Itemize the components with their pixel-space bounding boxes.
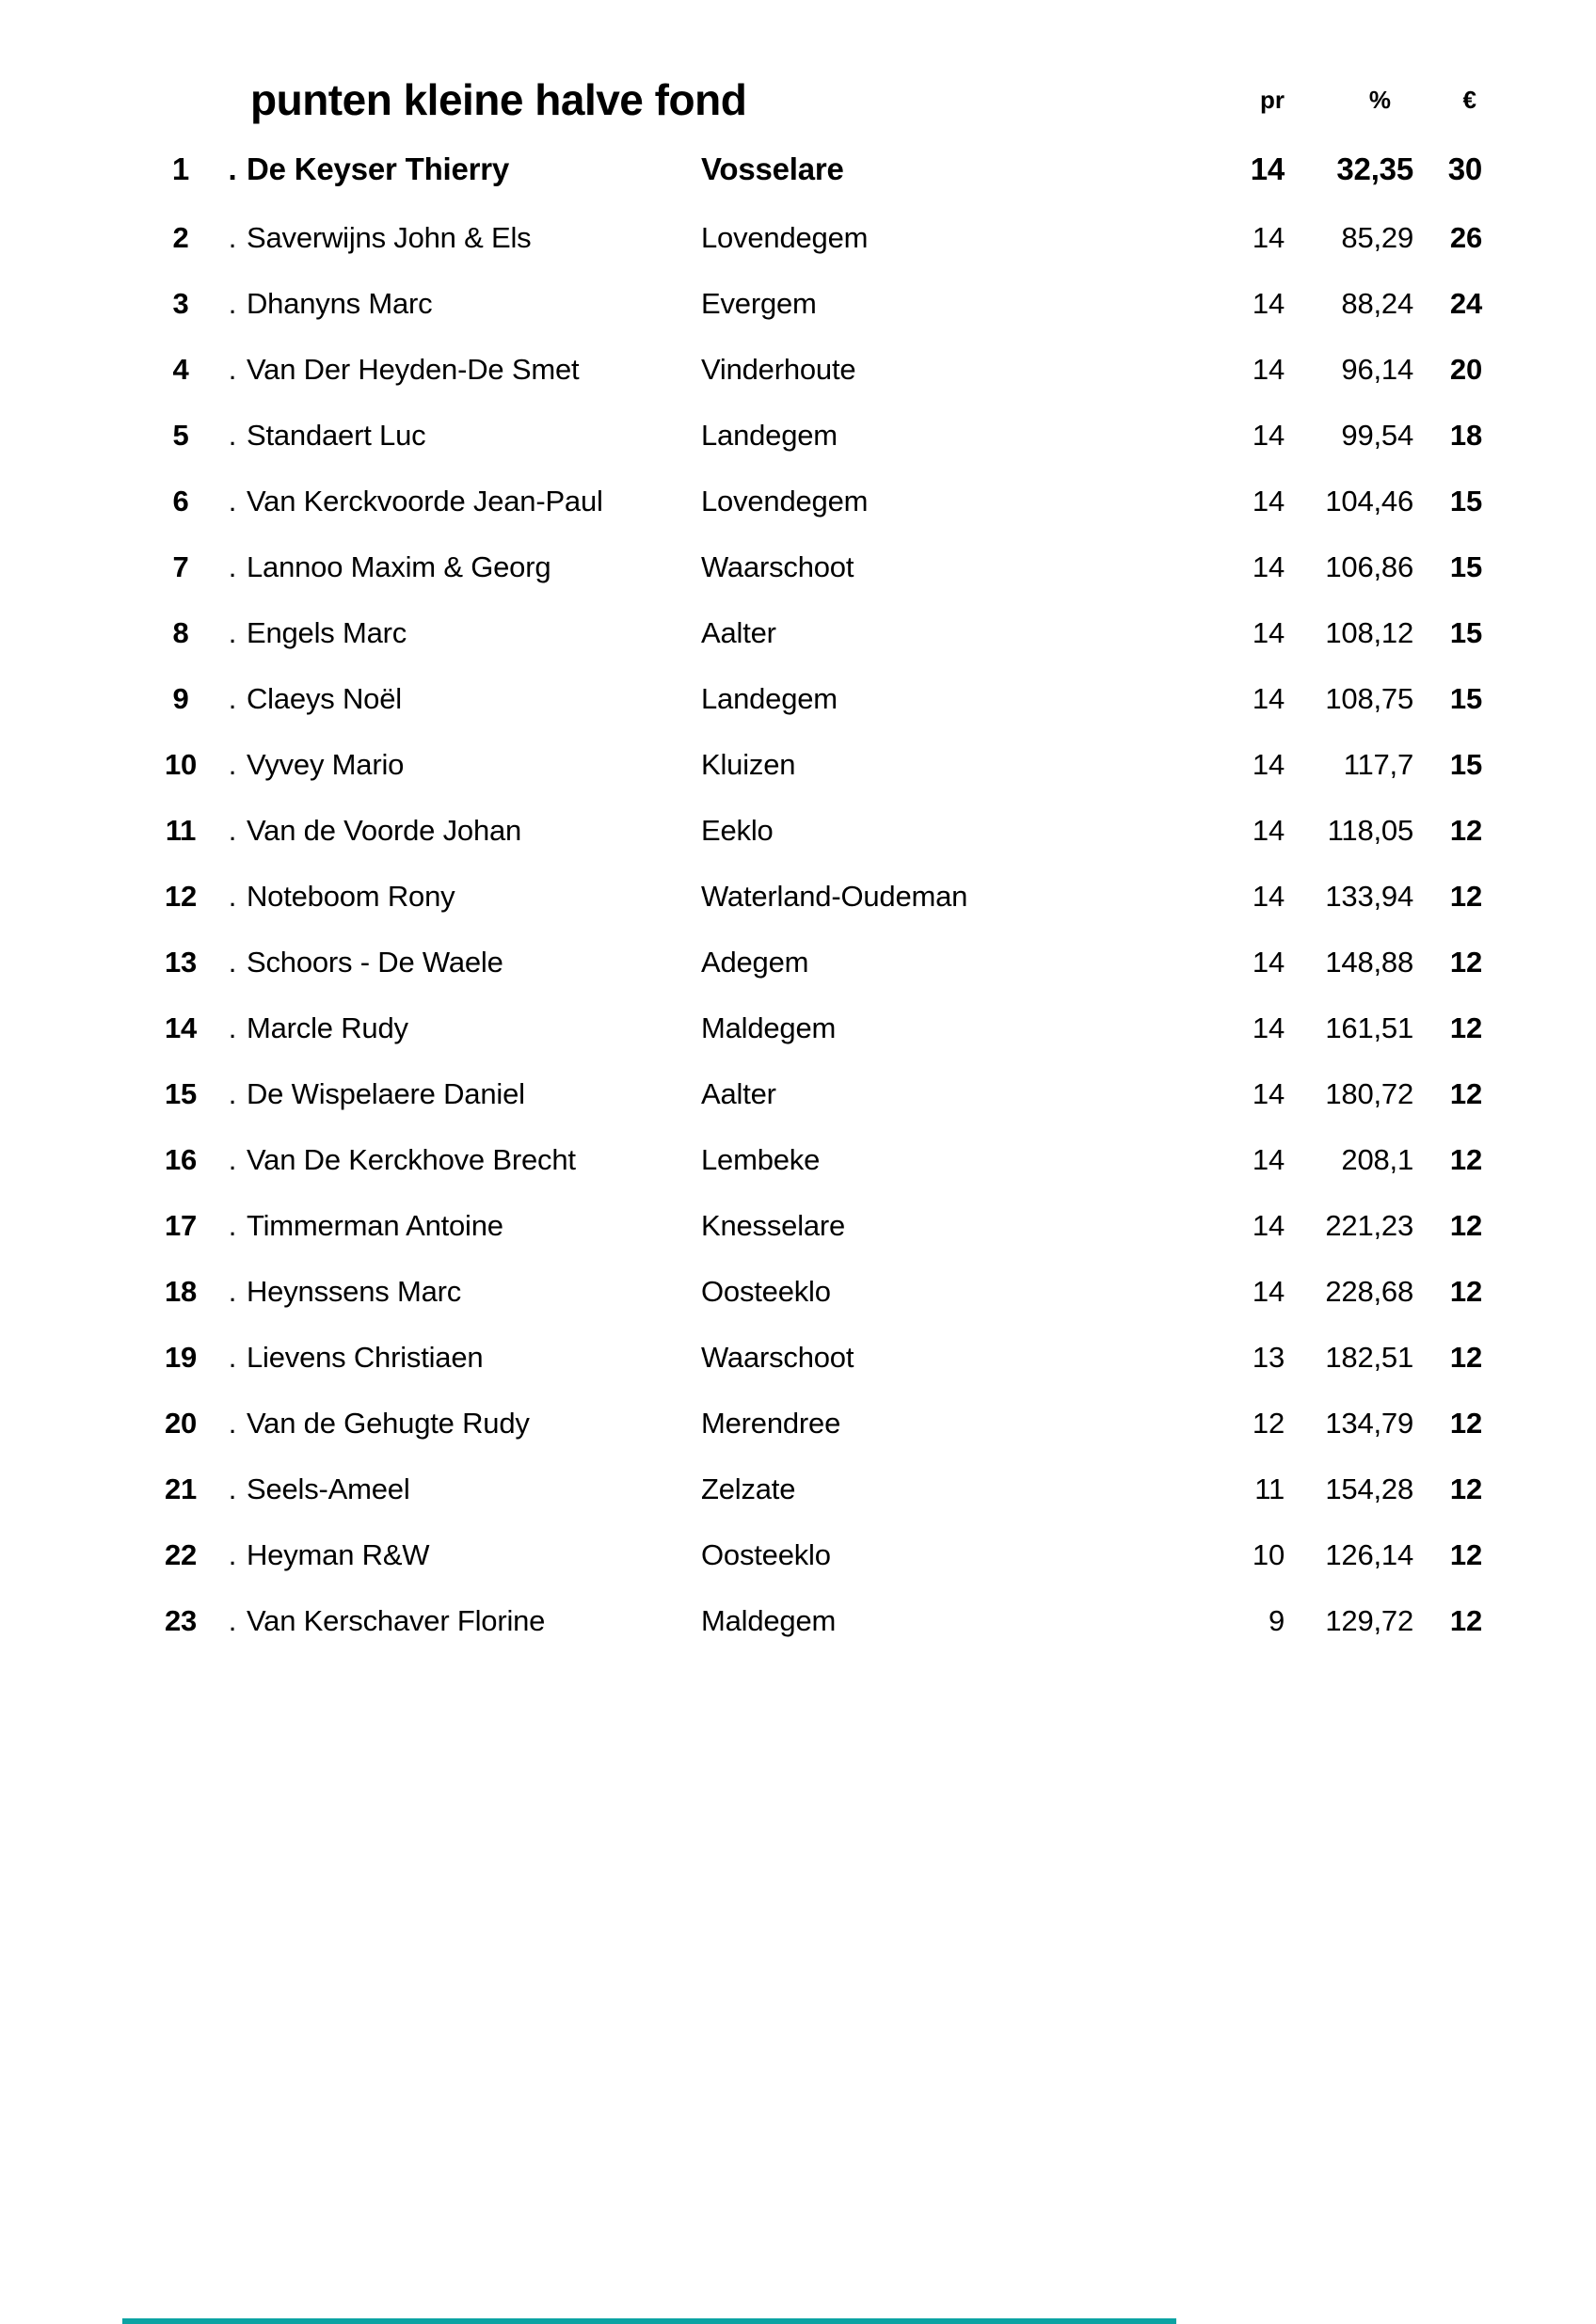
pct-cell: 104,46 (1325, 485, 1413, 517)
rank-cell: 20 (164, 1407, 198, 1440)
pr-cell: 14 (1252, 1275, 1285, 1308)
column-header-percent: % (1368, 85, 1391, 114)
pr-cell: 14 (1252, 814, 1285, 847)
rank-cell: 7 (172, 550, 189, 583)
pct-cell: 108,12 (1325, 616, 1413, 649)
name-cell: De Keyser Thierry (247, 151, 510, 186)
table-row (0, 930, 1596, 995)
place-cell: Oosteeklo (701, 1538, 831, 1571)
pct-cell: 161,51 (1325, 1011, 1413, 1044)
eur-cell: 12 (1449, 1275, 1482, 1308)
bottom-accent-bar (122, 2318, 1176, 2324)
eur-cell: 12 (1449, 1407, 1482, 1440)
dot-separator: . (228, 748, 237, 781)
name-cell: Heynssens Marc (247, 1275, 462, 1308)
eur-cell: 15 (1449, 485, 1482, 517)
dot-separator: . (228, 485, 237, 517)
page-title: punten kleine halve fond (250, 75, 747, 124)
pct-cell: 88,24 (1341, 287, 1413, 320)
dot-separator: . (228, 880, 237, 913)
place-cell: Eeklo (701, 814, 774, 847)
table-row (0, 1522, 1596, 1588)
table-row (0, 666, 1596, 732)
table-row (0, 1588, 1596, 1654)
rank-cell: 15 (164, 1077, 198, 1110)
pr-cell: 10 (1252, 1538, 1285, 1571)
pct-cell: 134,79 (1325, 1407, 1413, 1440)
eur-cell: 12 (1449, 1341, 1482, 1374)
pr-cell: 14 (1252, 353, 1285, 386)
name-cell: Lannoo Maxim & Georg (247, 550, 551, 583)
rank-cell: 2 (172, 221, 189, 254)
pct-cell: 221,23 (1325, 1209, 1413, 1242)
pr-cell: 14 (1252, 616, 1285, 649)
name-cell: Marcle Rudy (247, 1011, 408, 1044)
pct-cell: 108,75 (1325, 682, 1413, 715)
place-cell: Waterland-Oudeman (701, 880, 968, 913)
eur-cell: 12 (1449, 1011, 1482, 1044)
name-cell: Seels-Ameel (247, 1472, 410, 1505)
pct-cell: 96,14 (1341, 353, 1413, 386)
dot-separator: . (228, 1275, 237, 1308)
name-cell: Van Kerckvoorde Jean-Paul (247, 485, 603, 517)
rank-cell: 21 (164, 1472, 198, 1505)
column-header-euro: € (1462, 85, 1476, 114)
name-cell: Vyvey Mario (247, 748, 405, 781)
dot-separator: . (228, 419, 237, 452)
table-row (0, 1325, 1596, 1391)
rank-cell: 5 (172, 419, 189, 452)
table-row (0, 469, 1596, 534)
place-cell: Landegem (701, 419, 838, 452)
place-cell: Merendree (701, 1407, 841, 1440)
results-rows (0, 134, 1596, 1654)
place-cell: Kluizen (701, 748, 796, 781)
name-cell: Standaert Luc (247, 419, 426, 452)
name-cell: Van de Gehugte Rudy (247, 1407, 530, 1440)
pr-cell: 14 (1252, 1077, 1285, 1110)
place-cell: Vosselare (701, 151, 844, 186)
eur-cell: 12 (1449, 1472, 1482, 1505)
rank-cell: 11 (165, 814, 197, 847)
rank-cell: 1 (171, 151, 190, 186)
place-cell: Waarschoot (701, 550, 854, 583)
rank-cell: 6 (172, 485, 189, 517)
dot-separator: . (228, 1077, 237, 1110)
table-row (0, 1391, 1596, 1456)
table-row (0, 1456, 1596, 1522)
place-cell: Landegem (701, 682, 838, 715)
rank-cell: 4 (172, 353, 189, 386)
table-row (0, 534, 1596, 600)
table-row (0, 1259, 1596, 1325)
pr-cell: 14 (1252, 1209, 1285, 1242)
dot-separator: . (228, 221, 237, 254)
rank-cell: 14 (164, 1011, 198, 1044)
place-cell: Waarschoot (701, 1341, 854, 1374)
pct-cell: 228,68 (1325, 1275, 1413, 1308)
eur-cell: 18 (1449, 419, 1482, 452)
name-cell: Van Der Heyden-De Smet (247, 353, 580, 386)
dot-separator: . (228, 1604, 237, 1637)
dot-separator: . (228, 814, 237, 847)
pct-cell: 117,7 (1343, 748, 1413, 781)
pct-cell: 126,14 (1325, 1538, 1413, 1571)
dot-separator: . (228, 550, 237, 583)
rank-cell: 22 (164, 1538, 198, 1571)
pct-cell: 118,05 (1327, 814, 1413, 847)
table-row (0, 271, 1596, 337)
pr-cell: 14 (1252, 682, 1285, 715)
place-cell: Maldegem (701, 1604, 837, 1637)
place-cell: Knesselare (701, 1209, 846, 1242)
rank-cell: 12 (164, 880, 198, 913)
eur-cell: 12 (1449, 1143, 1482, 1176)
eur-cell: 12 (1449, 1077, 1482, 1110)
table-row (0, 403, 1596, 469)
rank-cell: 16 (164, 1143, 198, 1176)
name-cell: Engels Marc (247, 616, 407, 649)
rank-cell: 18 (164, 1275, 198, 1308)
eur-cell: 12 (1449, 946, 1482, 979)
dot-separator: . (228, 1143, 237, 1176)
name-cell: Dhanyns Marc (247, 287, 433, 320)
table-row (0, 205, 1596, 271)
eur-cell: 15 (1449, 550, 1482, 583)
pr-cell: 14 (1252, 221, 1285, 254)
dot-separator: . (228, 1472, 237, 1505)
place-cell: Aalter (701, 1077, 776, 1110)
rank-cell: 8 (172, 616, 189, 649)
pr-cell: 9 (1268, 1604, 1285, 1637)
eur-cell: 15 (1449, 748, 1482, 781)
name-cell: Heyman R&W (247, 1538, 430, 1571)
eur-cell: 12 (1449, 1604, 1482, 1637)
name-cell: Lievens Christiaen (247, 1341, 484, 1374)
pct-cell: 133,94 (1325, 880, 1413, 913)
pct-cell: 32,35 (1336, 151, 1413, 186)
rank-cell: 19 (164, 1341, 198, 1374)
table-row (0, 134, 1596, 205)
place-cell: Aalter (701, 616, 776, 649)
table-row (0, 1127, 1596, 1193)
dot-separator: . (228, 1341, 237, 1374)
eur-cell: 15 (1449, 682, 1482, 715)
dot-separator: . (228, 946, 237, 979)
pr-cell: 14 (1252, 287, 1285, 320)
dot-separator: . (228, 1011, 237, 1044)
name-cell: Schoors - De Waele (247, 946, 503, 979)
pct-cell: 154,28 (1325, 1472, 1413, 1505)
name-cell: Van de Voorde Johan (247, 814, 522, 847)
table-row (0, 798, 1596, 864)
table-row (0, 337, 1596, 403)
rank-cell: 9 (172, 682, 189, 715)
pct-cell: 208,1 (1341, 1143, 1413, 1176)
name-cell: Claeys Noël (247, 682, 402, 715)
dot-separator: . (228, 1209, 237, 1242)
column-header-pr: pr (1260, 85, 1285, 114)
pr-cell: 14 (1252, 880, 1285, 913)
pct-cell: 182,51 (1325, 1341, 1413, 1374)
pct-cell: 148,88 (1325, 946, 1413, 979)
eur-cell: 30 (1447, 151, 1482, 186)
table-row (0, 1193, 1596, 1259)
pr-cell: 14 (1252, 1143, 1285, 1176)
name-cell: Noteboom Rony (247, 880, 455, 913)
table-row (0, 732, 1596, 798)
rank-cell: 10 (164, 748, 198, 781)
dot-separator: . (228, 353, 237, 386)
results-page (0, 66, 1596, 2324)
pr-cell: 11 (1254, 1472, 1285, 1505)
table-row (0, 864, 1596, 930)
eur-cell: 24 (1449, 287, 1482, 320)
eur-cell: 12 (1449, 814, 1482, 847)
pr-cell: 12 (1252, 1407, 1285, 1440)
pr-cell: 14 (1252, 946, 1285, 979)
place-cell: Zelzate (701, 1472, 796, 1505)
place-cell: Vinderhoute (701, 353, 856, 386)
pct-cell: 99,54 (1341, 419, 1413, 452)
pct-cell: 106,86 (1325, 550, 1413, 583)
pr-cell: 14 (1250, 151, 1285, 186)
rank-cell: 13 (164, 946, 198, 979)
pct-cell: 129,72 (1325, 1604, 1413, 1637)
dot-separator: . (228, 287, 237, 320)
pr-cell: 14 (1252, 550, 1285, 583)
place-cell: Lovendegem (701, 221, 869, 254)
name-cell: Timmerman Antoine (247, 1209, 503, 1242)
place-cell: Adegem (701, 946, 809, 979)
eur-cell: 26 (1449, 221, 1482, 254)
name-cell: Van De Kerckhove Brecht (247, 1143, 576, 1176)
eur-cell: 12 (1449, 1538, 1482, 1571)
dot-separator: . (228, 616, 237, 649)
table-row (0, 1061, 1596, 1127)
place-cell: Oosteeklo (701, 1275, 831, 1308)
name-cell: De Wispelaere Daniel (247, 1077, 525, 1110)
rank-cell: 3 (172, 287, 189, 320)
dot-separator: . (228, 151, 237, 186)
rank-cell: 23 (164, 1604, 198, 1637)
name-cell: Van Kerschaver Florine (247, 1604, 546, 1637)
table-row (0, 600, 1596, 666)
place-cell: Lembeke (701, 1143, 821, 1176)
pct-cell: 85,29 (1341, 221, 1413, 254)
dot-separator: . (228, 1538, 237, 1571)
eur-cell: 12 (1449, 880, 1482, 913)
name-cell: Saverwijns John & Els (247, 221, 532, 254)
dot-separator: . (228, 1407, 237, 1440)
place-cell: Evergem (701, 287, 817, 320)
eur-cell: 15 (1449, 616, 1482, 649)
pr-cell: 14 (1252, 419, 1285, 452)
place-cell: Lovendegem (701, 485, 869, 517)
place-cell: Maldegem (701, 1011, 837, 1044)
rank-cell: 17 (164, 1209, 198, 1242)
table-row (0, 995, 1596, 1061)
pr-cell: 14 (1252, 748, 1285, 781)
eur-cell: 20 (1449, 353, 1482, 386)
dot-separator: . (228, 682, 237, 715)
pr-cell: 14 (1252, 485, 1285, 517)
table-header (0, 66, 1596, 134)
pct-cell: 180,72 (1325, 1077, 1413, 1110)
pr-cell: 13 (1252, 1341, 1285, 1374)
pr-cell: 14 (1252, 1011, 1285, 1044)
eur-cell: 12 (1449, 1209, 1482, 1242)
